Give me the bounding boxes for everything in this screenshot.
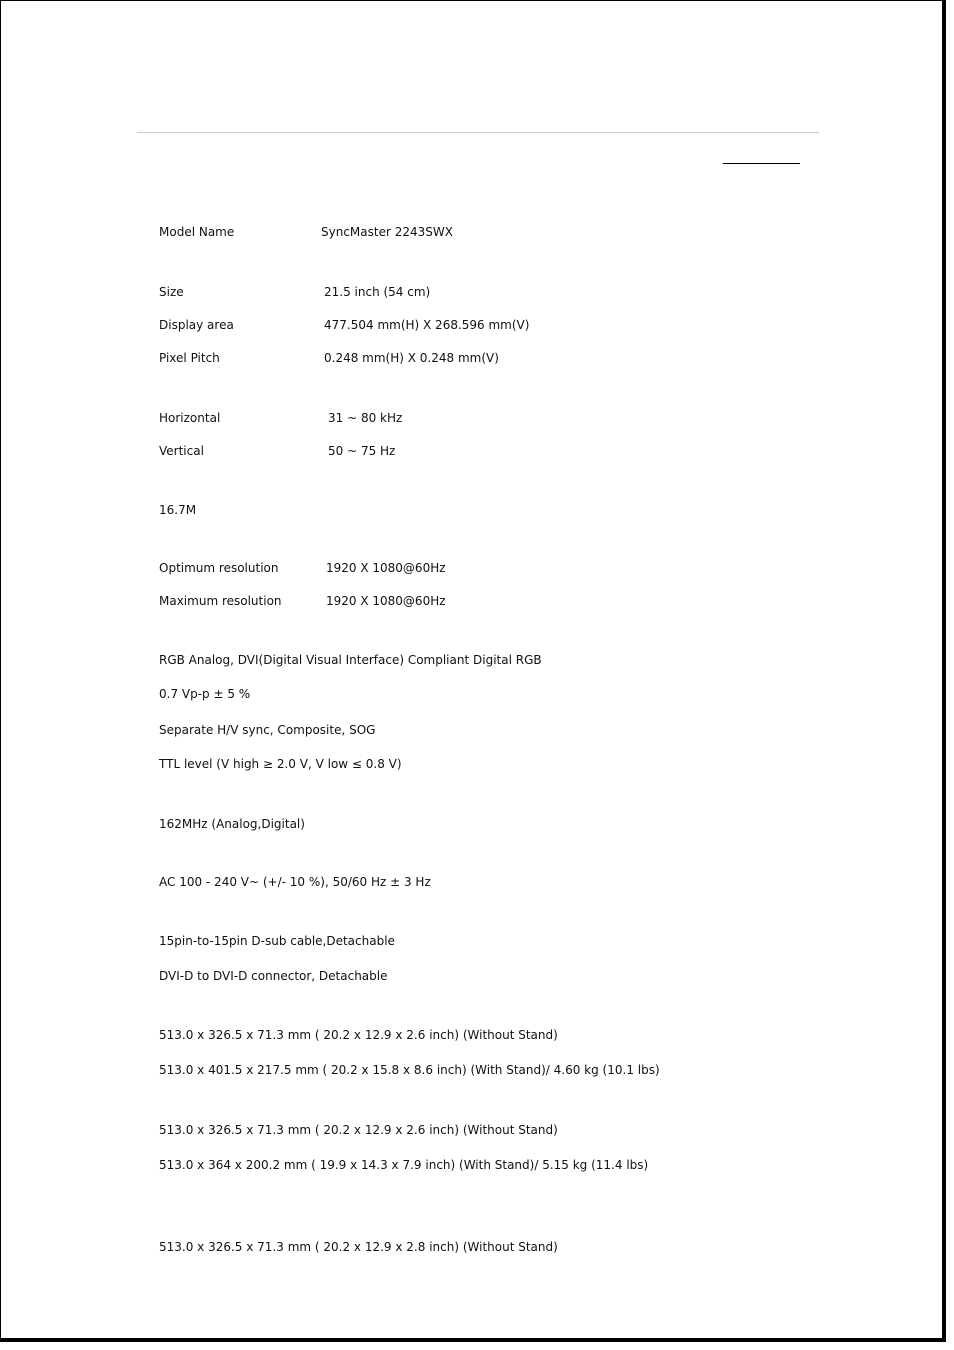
maximum-resolution-value: 1920 X 1080@60Hz: [326, 594, 446, 608]
vertical-value: 50 ~ 75 Hz: [328, 444, 396, 458]
sync-type: Separate H/V sync, Composite, SOG: [159, 723, 376, 737]
header-divider: [137, 132, 819, 133]
pixel-pitch-value: 0.248 mm(H) X 0.248 mm(V): [324, 351, 499, 365]
dsub-cable: 15pin-to-15pin D-sub cable,Detachable: [159, 934, 395, 948]
size-label: Size: [159, 285, 184, 299]
horizontal-value: 31 ~ 80 kHz: [328, 411, 403, 425]
model-name-value: SyncMaster 2243SWX: [321, 225, 453, 239]
input-signal-type: RGB Analog, DVI(Digital Visual Interface) Compliant Digital RGB: [159, 653, 542, 667]
dimensions-without-stand-3: 513.0 x 326.5 x 71.3 mm ( 20.2 x 12.9 x 2.8 inch) (Without Stand): [159, 1240, 558, 1254]
header-short-underline: [723, 163, 800, 164]
maximum-resolution-label: Maximum resolution: [159, 594, 282, 608]
display-colors: 16.7M: [159, 503, 197, 517]
input-signal-level: 0.7 Vp-p ± 5 %: [159, 687, 251, 701]
optimum-resolution-label: Optimum resolution: [159, 561, 279, 575]
model-name-label: Model Name: [159, 225, 235, 239]
size-value: 21.5 inch (54 cm): [324, 285, 431, 299]
dimensions-with-stand-2: 513.0 x 364 x 200.2 mm ( 19.9 x 14.3 x 7.9 inch) (With Stand)/ 5.15 kg (11.4 lbs): [159, 1158, 649, 1172]
ttl-level: TTL level (V high ≥ 2.0 V, V low ≤ 0.8 V): [159, 757, 402, 771]
dimensions-without-stand-1: 513.0 x 326.5 x 71.3 mm ( 20.2 x 12.9 x 2.6 inch) (Without Stand): [159, 1028, 558, 1042]
power-supply: AC 100 - 240 V~ (+/- 10 %), 50/60 Hz ± 3 Hz: [159, 875, 431, 889]
optimum-resolution-value: 1920 X 1080@60Hz: [326, 561, 446, 575]
display-area-value: 477.504 mm(H) X 268.596 mm(V): [324, 318, 530, 332]
dimensions-with-stand-1: 513.0 x 401.5 x 217.5 mm ( 20.2 x 15.8 x 8.6 inch) (With Stand)/ 4.60 kg (10.1 lbs): [159, 1063, 660, 1077]
horizontal-label: Horizontal: [159, 411, 221, 425]
pixel-clock: 162MHz (Analog,Digital): [159, 817, 305, 831]
vertical-label: Vertical: [159, 444, 204, 458]
pixel-pitch-label: Pixel Pitch: [159, 351, 220, 365]
display-area-label: Display area: [159, 318, 234, 332]
dvi-cable: DVI-D to DVI-D connector, Detachable: [159, 969, 388, 983]
dimensions-without-stand-2: 513.0 x 326.5 x 71.3 mm ( 20.2 x 12.9 x 2.6 inch) (Without Stand): [159, 1123, 558, 1137]
